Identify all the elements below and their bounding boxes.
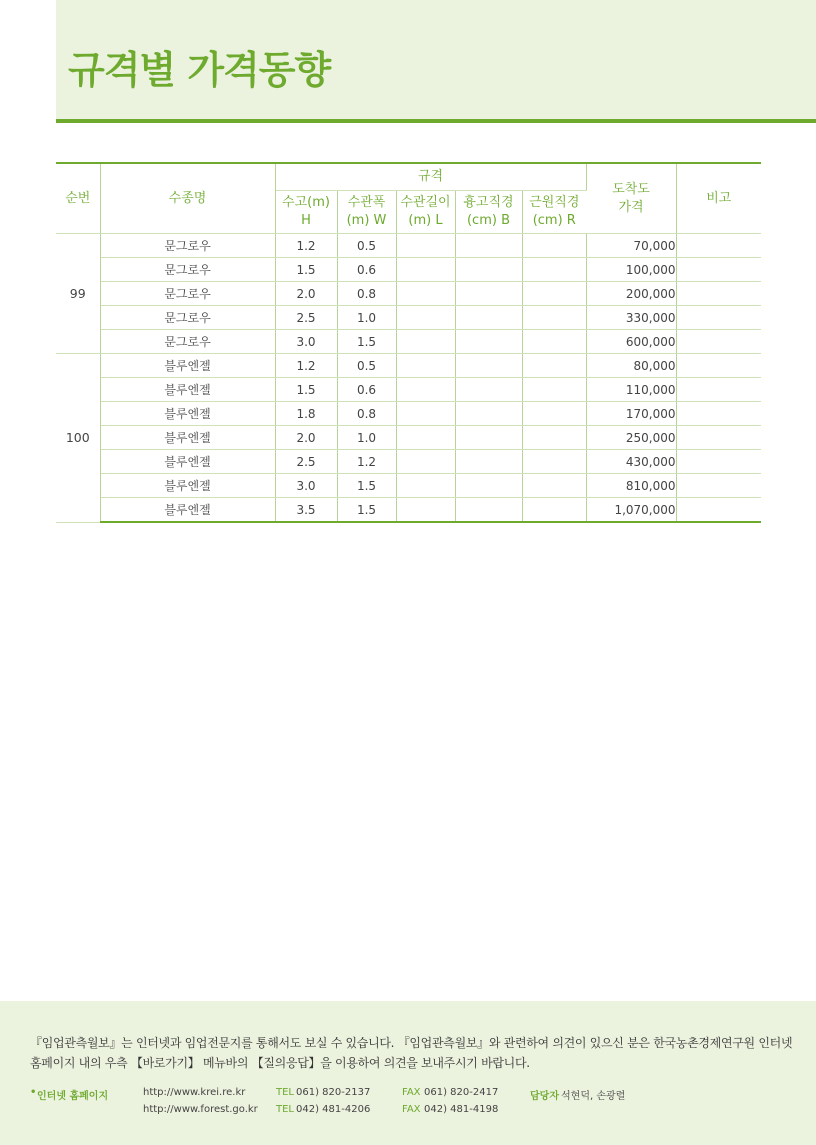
header-divider	[56, 119, 816, 123]
length-cell	[396, 354, 455, 378]
length-cell	[396, 402, 455, 426]
table-row	[56, 258, 761, 282]
price-table	[56, 162, 761, 523]
header-species: 수종명	[100, 163, 275, 234]
chest-diameter-cell	[455, 306, 522, 330]
species-cell: 블루엔젤	[100, 474, 275, 498]
contact-label: 담당자	[530, 1091, 559, 1102]
width-cell: 1.0	[337, 306, 396, 330]
species-cell: 문그로우	[100, 234, 275, 258]
table-row	[56, 306, 761, 330]
length-cell	[396, 474, 455, 498]
length-cell	[396, 306, 455, 330]
height-cell: 1.5	[275, 378, 337, 402]
price-cell: 430,000	[586, 450, 676, 474]
homepage-label: 인터넷 홈페이지	[37, 1091, 109, 1102]
width-cell: 0.6	[337, 258, 396, 282]
header-root-diameter: 근원직경 (cm) R	[522, 191, 586, 234]
length-cell	[396, 234, 455, 258]
height-cell: 1.5	[275, 258, 337, 282]
chest-diameter-cell	[455, 450, 522, 474]
header-height: 수고(m) H	[275, 191, 337, 234]
length-cell	[396, 426, 455, 450]
root-diameter-cell	[522, 474, 586, 498]
height-cell: 3.0	[275, 330, 337, 354]
chest-diameter-cell	[455, 354, 522, 378]
price-cell: 110,000	[586, 378, 676, 402]
species-cell: 문그로우	[100, 258, 275, 282]
header-length: 수관길이 (m) L	[396, 191, 455, 234]
root-diameter-cell	[522, 282, 586, 306]
height-cell: 2.5	[275, 450, 337, 474]
price-cell: 250,000	[586, 426, 676, 450]
length-cell	[396, 258, 455, 282]
root-diameter-cell	[522, 258, 586, 282]
header-seq: 순번	[56, 163, 100, 234]
length-cell	[396, 498, 455, 523]
root-diameter-cell	[522, 330, 586, 354]
price-cell: 1,070,000	[586, 498, 676, 523]
header-price: 도착도 가격	[586, 163, 676, 234]
price-cell: 330,000	[586, 306, 676, 330]
seq-cell: 99	[56, 234, 100, 354]
root-diameter-cell	[522, 426, 586, 450]
chest-diameter-cell	[455, 498, 522, 523]
price-table-body	[56, 234, 761, 523]
height-cell: 2.0	[275, 426, 337, 450]
header-width: 수관폭 (m) W	[337, 191, 396, 234]
height-cell: 1.2	[275, 354, 337, 378]
price-cell: 70,000	[586, 234, 676, 258]
chest-diameter-cell	[455, 330, 522, 354]
table-row	[56, 354, 761, 378]
tel-number-1: 061) 820-2137	[296, 1087, 371, 1098]
root-diameter-cell	[522, 498, 586, 523]
width-cell: 1.5	[337, 330, 396, 354]
species-cell: 블루엔젤	[100, 426, 275, 450]
root-diameter-cell	[522, 378, 586, 402]
width-cell: 0.8	[337, 402, 396, 426]
page-title: 규격별 가격동향	[68, 48, 331, 92]
species-cell: 블루엔젤	[100, 402, 275, 426]
length-cell	[396, 378, 455, 402]
species-cell: 문그로우	[100, 306, 275, 330]
fax-number-2: 042) 481-4198	[424, 1104, 499, 1115]
note-cell	[676, 306, 761, 330]
note-cell	[676, 498, 761, 523]
species-cell: 블루엔젤	[100, 354, 275, 378]
price-cell: 810,000	[586, 474, 676, 498]
species-cell: 문그로우	[100, 282, 275, 306]
width-cell: 1.2	[337, 450, 396, 474]
root-diameter-cell	[522, 402, 586, 426]
note-cell	[676, 426, 761, 450]
table-row	[56, 378, 761, 402]
height-cell: 3.5	[275, 498, 337, 523]
homepage-url-1[interactable]: http://www.krei.re.kr	[143, 1087, 246, 1098]
tel-label-2: TEL	[276, 1104, 294, 1115]
height-cell: 3.0	[275, 474, 337, 498]
length-cell	[396, 282, 455, 306]
tel-label-1: TEL	[276, 1087, 294, 1098]
height-cell: 1.8	[275, 402, 337, 426]
note-cell	[676, 234, 761, 258]
price-cell: 80,000	[586, 354, 676, 378]
note-cell	[676, 282, 761, 306]
homepage-url-2[interactable]: http://www.forest.go.kr	[143, 1104, 258, 1115]
chest-diameter-cell	[455, 282, 522, 306]
width-cell: 1.0	[337, 426, 396, 450]
fax-label-2: FAX	[402, 1104, 421, 1115]
chest-diameter-cell	[455, 402, 522, 426]
height-cell: 2.5	[275, 306, 337, 330]
contact-names: 석현덕, 손광렬	[561, 1091, 626, 1102]
chest-diameter-cell	[455, 378, 522, 402]
note-cell	[676, 330, 761, 354]
bullet-icon: •	[30, 1087, 37, 1098]
chest-diameter-cell	[455, 234, 522, 258]
width-cell: 0.5	[337, 354, 396, 378]
fax-label-1: FAX	[402, 1087, 421, 1098]
table-row	[56, 234, 761, 258]
header-spec-group: 규격	[275, 163, 586, 191]
species-cell: 블루엔젤	[100, 498, 275, 523]
height-cell: 1.2	[275, 234, 337, 258]
seq-cell: 100	[56, 354, 100, 523]
chest-diameter-cell	[455, 426, 522, 450]
table-row	[56, 450, 761, 474]
length-cell	[396, 450, 455, 474]
note-cell	[676, 402, 761, 426]
root-diameter-cell	[522, 450, 586, 474]
chest-diameter-cell	[455, 258, 522, 282]
price-cell: 600,000	[586, 330, 676, 354]
table-row	[56, 282, 761, 306]
price-cell: 100,000	[586, 258, 676, 282]
note-cell	[676, 450, 761, 474]
price-cell: 200,000	[586, 282, 676, 306]
price-cell: 170,000	[586, 402, 676, 426]
header-chest-diameter: 흉고직경 (cm) B	[455, 191, 522, 234]
chest-diameter-cell	[455, 474, 522, 498]
length-cell	[396, 330, 455, 354]
note-cell	[676, 474, 761, 498]
footer-notice: 『임업관측월보』는 인터넷과 임업전문지를 통해서도 보실 수 있습니다. 『임업관측월보』와 관련하여 의견이 있으신 분은 한국농촌경제연구원 인터넷 홈페이지 내의 우측 【바로가기】 메뉴바의 【질의응답】을 이용하여 의견을 보내주시기 바랍니다.	[30, 1036, 793, 1070]
root-diameter-cell	[522, 234, 586, 258]
width-cell: 0.5	[337, 234, 396, 258]
table-row	[56, 330, 761, 354]
note-cell	[676, 378, 761, 402]
table-row	[56, 498, 761, 523]
tel-number-2: 042) 481-4206	[296, 1104, 371, 1115]
header-note: 비고	[676, 163, 761, 234]
footer-band	[0, 1001, 816, 1145]
species-cell: 문그로우	[100, 330, 275, 354]
fax-number-1: 061) 820-2417	[424, 1087, 499, 1098]
table-row	[56, 402, 761, 426]
width-cell: 1.5	[337, 498, 396, 523]
root-diameter-cell	[522, 354, 586, 378]
table-row	[56, 426, 761, 450]
note-cell	[676, 354, 761, 378]
width-cell: 0.8	[337, 282, 396, 306]
species-cell: 블루엔젤	[100, 378, 275, 402]
root-diameter-cell	[522, 306, 586, 330]
note-cell	[676, 258, 761, 282]
width-cell: 0.6	[337, 378, 396, 402]
width-cell: 1.5	[337, 474, 396, 498]
height-cell: 2.0	[275, 282, 337, 306]
table-row	[56, 474, 761, 498]
species-cell: 블루엔젤	[100, 450, 275, 474]
